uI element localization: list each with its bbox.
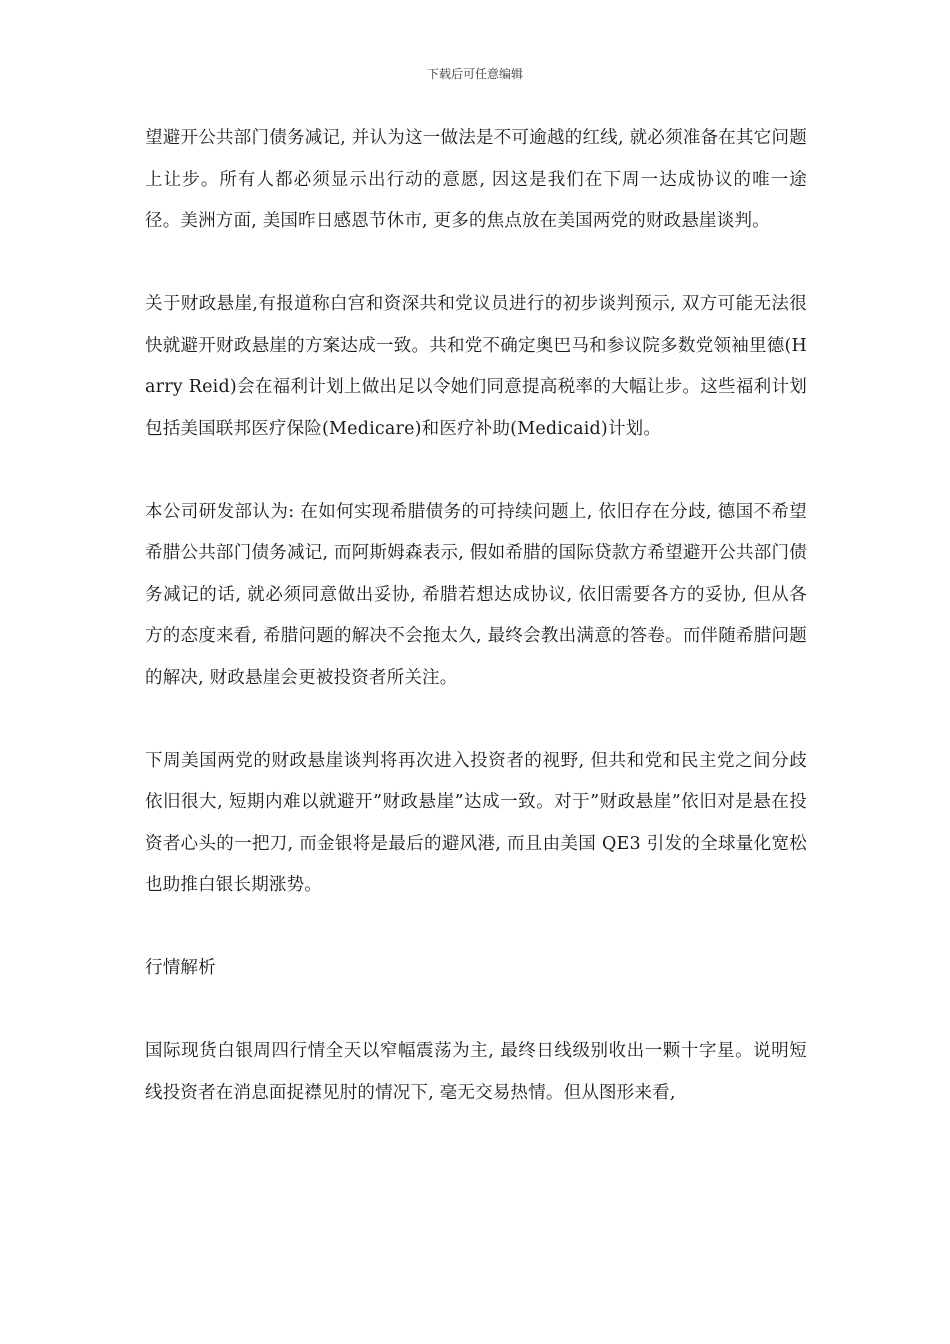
- paragraph-spacer: [145, 450, 807, 492]
- section-heading-market-analysis: 行情解析: [145, 958, 216, 978]
- paragraph-spacer: [145, 907, 807, 949]
- paragraph-spacer: [145, 990, 807, 1032]
- paragraph-greece-debt-continued: 望避开公共部门债务减记, 并认为这一做法是不可逾越的红线, 就必须准备在其它问题上让步。所有人都必须显示出行动的意愿, 因这是我们在下周一达成协议的唯一途径。美洲方面, 美国昨日感恩节休市, 更多的焦点放在美国两党的财政悬崖谈判。: [145, 128, 807, 231]
- document-body: [145, 118, 807, 1114]
- paragraph-research-opinion: 本公司研发部认为: 在如何实现希腊债务的可持续问题上, 依旧存在分歧, 德国不希望希腊公共部门债务减记, 而阿斯姆森表示, 假如希腊的国际贷款方希望避开公共部门债务减记的话, 就必须同意做出妥协, 希腊若想达成协议, 依旧需要各方的妥协, 但从各方的态度来看, 希腊问题的解决不会拖太久, 最终会教出满意的答卷。而伴随希腊问题的解决, 财政悬崖会更被投资者所关注。: [145, 501, 807, 688]
- paragraph-fiscal-cliff-negotiation: 关于财政悬崖,有报道称白宫和资深共和党议员进行的初步谈判预示, 双方可能无法很快就避开财政悬崖的方案达成一致。共和党不确定奥巴马和参议院多数党领袖里德(Harry Reid)会在福利计划上做出足以令她们同意提高税率的大幅让步。这些福利计划包括美国联邦医疗保险(Medicare)和医疗补助(Medicaid)计划。: [145, 294, 807, 439]
- page-header: 下载后可任意编辑: [426, 67, 523, 81]
- paragraph-silver-market: 国际现货白银周四行情全天以窄幅震荡为主, 最终日线级别收出一颗十字星。说明短线投资者在消息面捉襟见肘的情况下, 毫无交易热情。但从图形来看,: [145, 1041, 807, 1103]
- paragraph-spacer: [145, 699, 807, 741]
- paragraph-spacer: [145, 243, 807, 285]
- paragraph-next-week-outlook: 下周美国两党的财政悬崖谈判将再次进入投资者的视野, 但共和党和民主党之间分歧依旧很大, 短期内难以就避开”财政悬崖”达成一致。对于”财政悬崖”依旧对是悬在投资者心头的一把刀, 而金银将是最后的避风港, 而且由美国 QE3 引发的全球量化宽松也助推白银长期涨势。: [145, 750, 807, 895]
